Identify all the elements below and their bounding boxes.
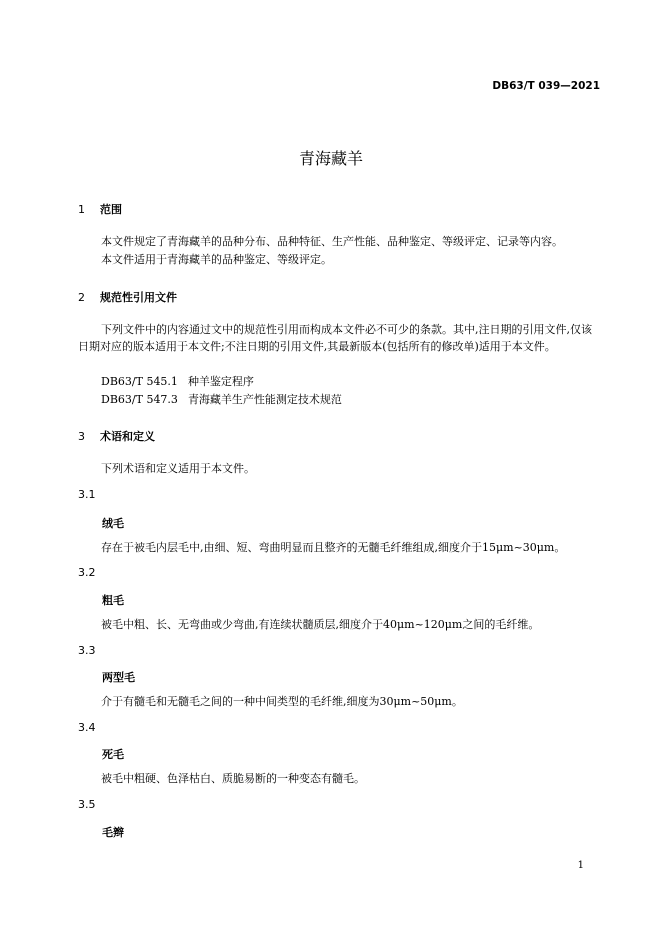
term-name: 粗毛 <box>102 594 124 607</box>
section-title: 规范性引用文件 <box>100 291 177 304</box>
section-3-heading <box>78 428 155 444</box>
section-2-heading <box>78 289 177 305</box>
section-title: 范围 <box>100 203 122 216</box>
reference-code: DB63/T 547.3 <box>101 393 178 406</box>
section-title: 术语和定义 <box>100 430 155 443</box>
term-definition: 存在于被毛内层毛中,由细、短、弯曲明显而且整齐的无髓毛纤维组成,细度介于15μm~30μm。 <box>101 541 566 554</box>
clause-number: 3.4 <box>78 721 96 734</box>
clause-number: 3.2 <box>78 566 96 579</box>
section-number: 3 <box>78 430 85 443</box>
reference-item <box>101 391 342 408</box>
term-name: 两型毛 <box>102 671 135 684</box>
term-name: 毛辫 <box>102 826 124 839</box>
section-1-heading <box>78 201 122 217</box>
term-definition: 被毛中粗硬、色泽枯白、质脆易断的一种变态有髓毛。 <box>101 772 365 785</box>
section-number: 2 <box>78 291 85 304</box>
reference-item <box>101 373 254 390</box>
reference-code: DB63/T 545.1 <box>101 375 178 388</box>
term-name: 绒毛 <box>102 517 124 530</box>
clause-number: 3.3 <box>78 644 96 657</box>
terms-intro: 下列术语和定义适用于本文件。 <box>101 462 255 475</box>
term-definition: 介于有髓毛和无髓毛之间的一种中间类型的毛纤维,细度为30μm~50μm。 <box>101 695 463 708</box>
term-name: 死毛 <box>102 748 124 761</box>
document-title: 青海藏羊 <box>298 149 363 168</box>
term-definition: 被毛中粗、长、无弯曲或少弯曲,有连续状髓质层,细度介于40μm~120μm之间的毛纤维。 <box>101 618 540 631</box>
page-number: 1 <box>577 860 584 871</box>
normative-refs-paragraph: 下列文件中的内容通过文中的规范性引用而构成本文件必不可少的条款。其中,注日期的引用文件,仅该日期对应的版本适用于本文件;不注日期的引用文件,其最新版本(包括所有的修改单)适用于本文件。 <box>78 323 592 353</box>
scope-paragraph-1: 本文件规定了青海藏羊的品种分布、品种特征、生产性能、品种鉴定、等级评定、记录等内容。 <box>101 235 563 248</box>
document-number: DB63/T 039—2021 <box>492 80 600 92</box>
reference-title: 种羊鉴定程序 <box>187 375 254 388</box>
scope-paragraph-2: 本文件适用于青海藏羊的品种鉴定、等级评定。 <box>101 253 332 266</box>
clause-number: 3.5 <box>78 798 96 811</box>
reference-title: 青海藏羊生产性能测定技术规范 <box>187 393 342 406</box>
clause-number: 3.1 <box>78 488 96 501</box>
section-number: 1 <box>78 203 85 216</box>
